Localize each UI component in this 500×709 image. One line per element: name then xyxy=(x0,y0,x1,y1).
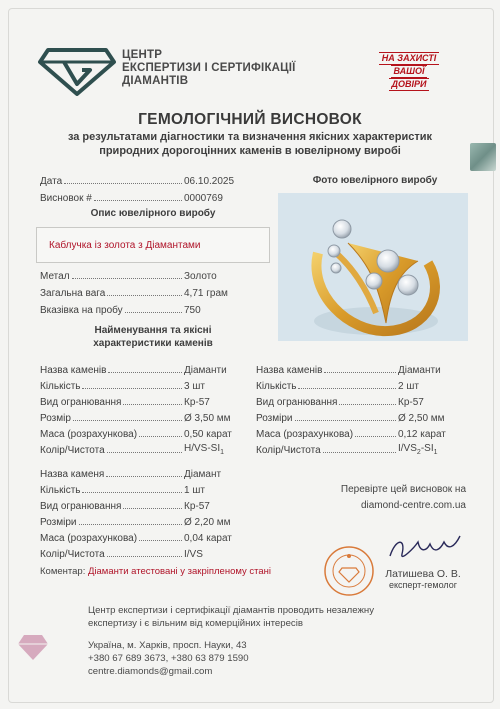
photo-heading: Фото ювелірного виробу xyxy=(312,175,438,186)
weight-row xyxy=(40,285,266,299)
stone3-cut-row xyxy=(40,498,242,512)
stone1-size-label: Розмір xyxy=(40,413,71,424)
stone3-size-value: Ø 2,20 мм xyxy=(184,517,231,528)
stone2-count-row xyxy=(256,378,466,392)
stone1-count-value: 3 шт xyxy=(184,381,205,392)
stone3-color-label: Колір/Чистота xyxy=(40,549,105,560)
weight-value: 4,71 грам xyxy=(184,288,228,299)
footer-address: Україна, м. Харків, просп. Науки, 43 xyxy=(88,640,247,651)
comment-label: Коментар: xyxy=(40,566,86,577)
subtitle-line-1: за результатами діагностики та визначення якісних характеристик xyxy=(67,131,433,143)
stone3-mass-value: 0,04 карат xyxy=(184,533,232,544)
stone3-color-row xyxy=(40,546,242,560)
stone1-mass-label: Маса (розрахункова) xyxy=(40,429,138,440)
stone3-cut-value: Кр-57 xyxy=(184,501,210,512)
stone2-color-label: Колір/Чистота xyxy=(256,445,321,456)
stone3-name-row xyxy=(40,466,242,480)
stone2-name-value: Діаманти xyxy=(398,365,441,376)
verify-link[interactable]: diamond-centre.com.ua xyxy=(360,500,466,511)
expert-stamp-icon xyxy=(322,544,376,598)
seal-line-1: НА ЗАХИСТІ xyxy=(379,52,439,65)
stone2-color-text-b: -SI xyxy=(420,443,434,454)
stone1-color-label: Колір/Чистота xyxy=(40,445,105,456)
stone1-cut-row xyxy=(40,394,242,408)
stone2-cut-value: Кр-57 xyxy=(398,397,424,408)
stone1-name-label: Назва каменів xyxy=(40,365,107,376)
stone2-cut-label: Вид огранювання xyxy=(256,397,338,408)
footer-email[interactable]: centre.diamonds@gmail.com xyxy=(88,666,213,677)
signature-role: експерт-гемолог xyxy=(388,580,458,590)
hologram-sticker-icon xyxy=(470,143,496,171)
document-title: ГЕМОЛОГІЧНИЙ ВИСНОВОК xyxy=(138,111,362,128)
stone3-count-label: Кількість xyxy=(40,485,81,496)
stone1-name-row xyxy=(40,362,242,376)
stone1-size-row xyxy=(40,410,242,424)
stone3-count-value: 1 шт xyxy=(184,485,205,496)
metal-row xyxy=(40,268,266,282)
metal-value: Золото xyxy=(184,271,217,282)
stone2-mass-value: 0,12 карат xyxy=(398,429,446,440)
date-label: Дата xyxy=(40,176,63,187)
stone1-color-sub: 1 xyxy=(220,449,225,456)
hallmark-label: Вказівка на пробу xyxy=(40,305,123,316)
number-value: 0000769 xyxy=(184,193,223,204)
stone2-color-sub-a: 2 xyxy=(416,449,421,456)
stone3-count-row xyxy=(40,482,242,496)
ring-photo-image xyxy=(278,193,468,341)
stone2-size-label: Розміри xyxy=(256,413,293,424)
stone2-color-value xyxy=(398,443,466,456)
stone2-name-row xyxy=(256,362,466,376)
stone2-mass-label: Маса (розрахункова) xyxy=(256,429,354,440)
number-row xyxy=(40,190,266,204)
description-heading: Опис ювелірного виробу xyxy=(90,208,216,219)
weight-label: Загальна вага xyxy=(40,288,106,299)
stone2-name-label: Назва каменів xyxy=(256,365,323,376)
metal-label: Метал xyxy=(40,271,70,282)
seal-line-2: ВАШОЇ xyxy=(391,65,428,78)
date-value: 06.10.2025 xyxy=(184,176,235,187)
stone3-cut-label: Вид огранювання xyxy=(40,501,122,512)
signature-name: Латишева О. В. xyxy=(385,568,461,580)
stones-heading xyxy=(40,324,266,350)
signature-block xyxy=(376,568,470,590)
stone2-color-sub-b: 1 xyxy=(433,449,438,456)
subtitle-line-2: природних дорогоцінних каменів в ювелірному виробі xyxy=(99,145,401,157)
stone3-mass-label: Маса (розрахункова) xyxy=(40,533,138,544)
stone2-count-label: Кількість xyxy=(256,381,297,392)
logo-line-3: ДІАМАНТІВ xyxy=(122,75,189,87)
stone3-name-label: Назва каменя xyxy=(40,469,105,480)
diamond-logo-icon xyxy=(38,44,116,96)
logo-title xyxy=(122,49,296,88)
verify-block xyxy=(300,482,466,514)
stone1-color-value xyxy=(184,443,242,456)
description-box xyxy=(36,227,270,263)
stone1-name-value: Діаманти xyxy=(184,365,227,376)
stone2-size-row xyxy=(256,410,466,424)
stone1-cut-value: Кр-57 xyxy=(184,397,210,408)
stone1-size-value: Ø 3,50 мм xyxy=(184,413,231,424)
stone1-color-text: H/VS-SI xyxy=(184,443,221,454)
hallmark-value: 750 xyxy=(184,305,201,316)
stone2-count-value: 2 шт xyxy=(398,381,419,392)
trust-seal xyxy=(368,52,450,91)
footer-line-2: експертизу і є вільним від комерційних інтересів xyxy=(88,618,303,629)
footer-phones: +380 67 689 3673, +380 63 879 1590 xyxy=(88,653,249,664)
comment-text: Діаманти атестовані у закріпленому стані xyxy=(87,566,272,577)
stones-heading-line-1: Найменування та якісні xyxy=(94,325,212,336)
ring-photo xyxy=(278,193,468,341)
diamond-decor-icon xyxy=(16,632,50,662)
stone2-cut-row xyxy=(256,394,466,408)
footer-line-1: Центр експертизи і сертифікації діамантів проводить незалежну xyxy=(88,605,374,616)
stone1-count-label: Кількість xyxy=(40,381,81,392)
seal-line-3: ДОВІРИ xyxy=(389,78,430,91)
stone1-color-row xyxy=(40,442,242,456)
stone3-name-value: Діамант xyxy=(184,469,222,480)
stone2-color-row xyxy=(256,442,466,456)
stone2-size-value: Ø 2,50 мм xyxy=(398,413,445,424)
description-text: Каблучка із золота з Діамантами xyxy=(49,239,201,251)
stone3-color-value: I/VS xyxy=(184,549,203,560)
stone2-color-text-a: I/VS xyxy=(398,443,417,454)
stones-heading-line-2: характеристики каменів xyxy=(93,338,213,349)
number-label: Висновок # xyxy=(40,193,92,204)
stone1-mass-value: 0,50 карат xyxy=(184,429,232,440)
comment-line xyxy=(40,566,271,577)
verify-text: Перевірте цей висновок на xyxy=(340,484,466,495)
stone3-size-label: Розміри xyxy=(40,517,77,528)
date-row xyxy=(40,173,266,187)
logo-line-2: ЕКСПЕРТИЗИ І СЕРТИФІКАЦІЇ xyxy=(122,62,296,74)
stone3-mass-row xyxy=(40,530,242,544)
stone1-count-row xyxy=(40,378,242,392)
document-subtitle xyxy=(0,130,500,158)
signature-image xyxy=(384,528,464,568)
stone3-size-row xyxy=(40,514,242,528)
stone1-cut-label: Вид огранювання xyxy=(40,397,122,408)
stone1-mass-row xyxy=(40,426,242,440)
stone2-mass-row xyxy=(256,426,466,440)
logo-line-1: ЦЕНТР xyxy=(122,49,163,61)
footer-block xyxy=(88,604,448,678)
hallmark-row xyxy=(40,302,266,316)
